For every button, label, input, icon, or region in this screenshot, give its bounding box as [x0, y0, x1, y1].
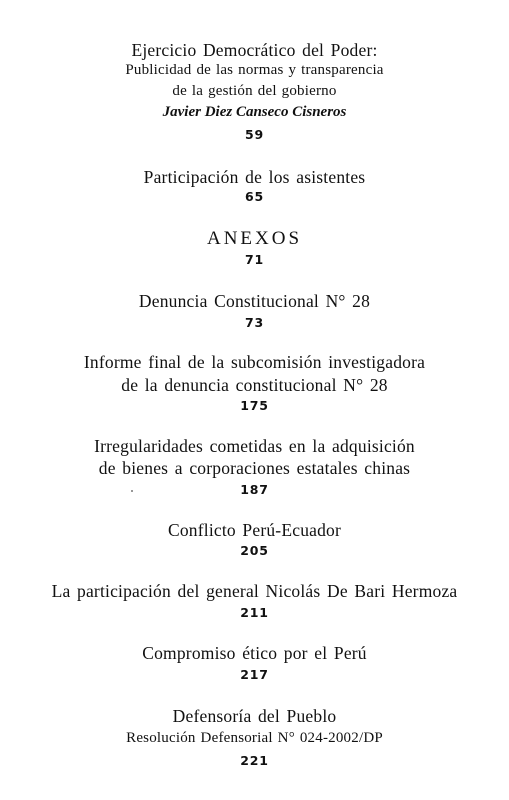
toc-entry-title: Informe final de la subcomisión investigadora: [83, 352, 426, 372]
toc-page-number: 71: [245, 252, 264, 267]
toc-page-number: 205: [240, 543, 269, 558]
toc-entry-subtitle: Resolución Defensorial N° 024-2002/DP: [126, 730, 383, 746]
toc-entry-title: de la denuncia constitucional N° 28: [121, 375, 388, 395]
toc-entry-title: La participación del general Nicolás De Bari Hermoza: [51, 581, 458, 601]
toc-entry-title: Ejercicio Democrático del Poder:: [131, 40, 378, 60]
toc-entry-title: Irregularidades cometidas en la adquisición: [94, 436, 415, 456]
toc-page-number: 175: [240, 398, 269, 413]
toc-page-number: 187: [240, 482, 269, 497]
toc-entry-title: de bienes a corporaciones estatales chinas: [98, 458, 411, 478]
toc-page-number: 73: [245, 315, 264, 330]
toc-page-number: 217: [240, 667, 269, 682]
toc-entry-title: Denuncia Constitucional N° 28: [138, 291, 371, 311]
toc-entry-title: Conflicto Perú-Ecuador: [167, 520, 342, 540]
toc-entry-title: Compromiso ético por el Perú: [142, 643, 367, 663]
toc-page-number: 221: [240, 753, 269, 768]
toc-page-number: 65: [245, 189, 264, 204]
print-speck: [131, 490, 133, 492]
toc-entry-subtitle: de la gestión del gobierno: [172, 83, 337, 99]
section-heading: ANEXOS: [206, 228, 303, 249]
toc-page-number: 59: [245, 127, 264, 142]
toc-entry-title: Defensoría del Pueblo: [172, 706, 337, 726]
toc-entry-title: Participación de los asistentes: [143, 167, 366, 187]
toc-entry-author: Javier Diez Canseco Cisneros: [162, 104, 347, 120]
toc-entry-subtitle: Publicidad de las normas y transparencia: [125, 62, 384, 78]
toc-page-number: 211: [240, 605, 269, 620]
